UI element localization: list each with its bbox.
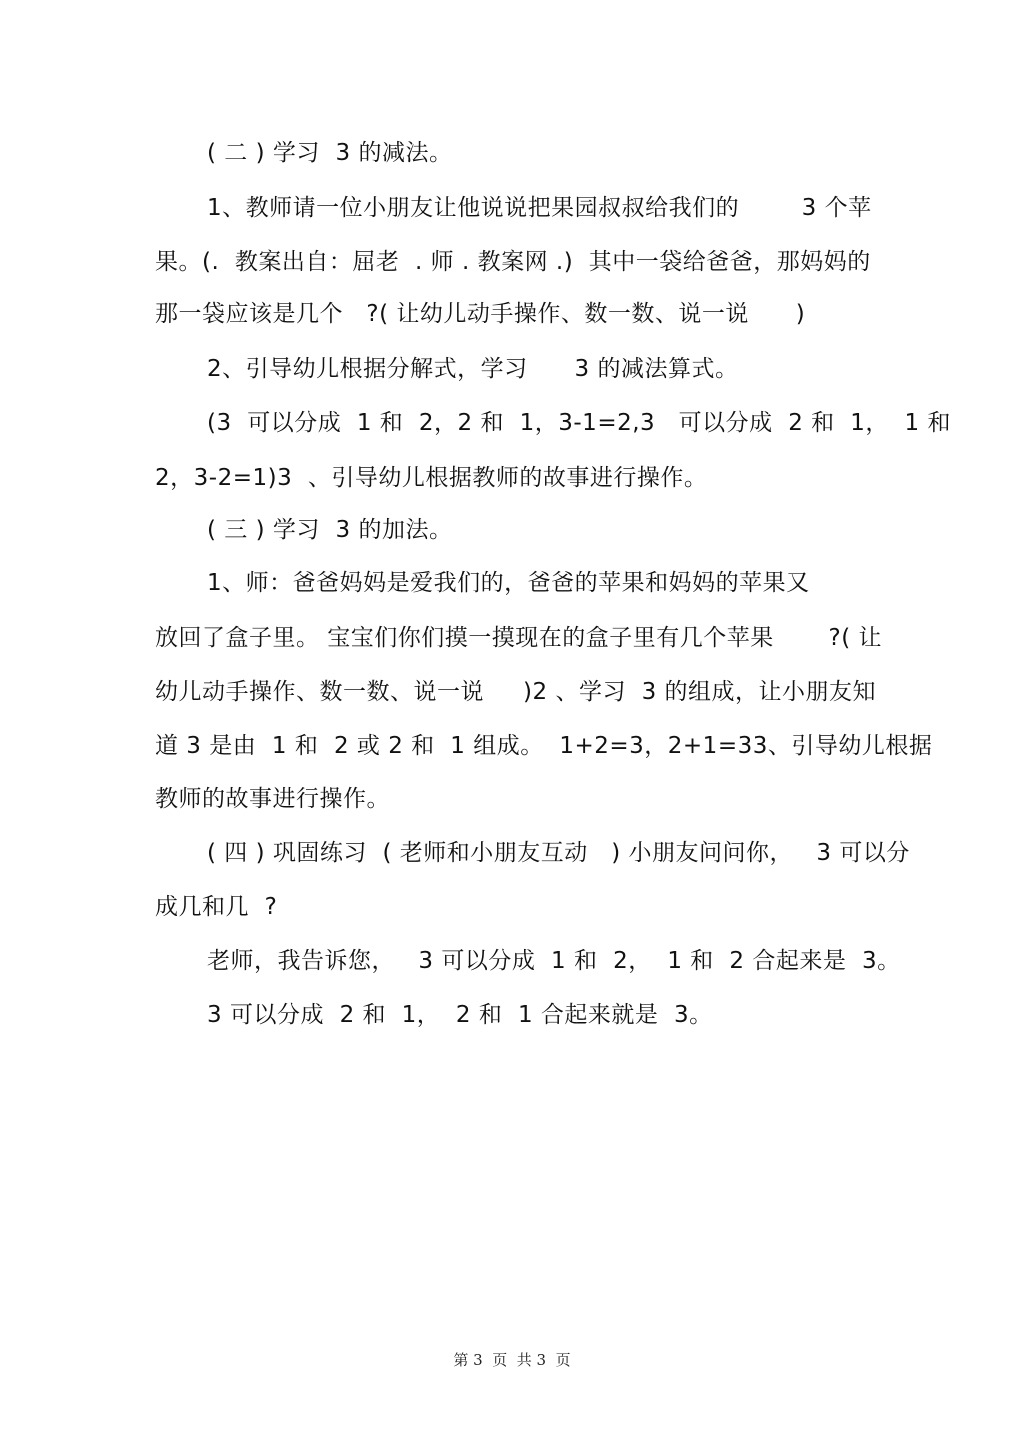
paragraph-line: 1、教师请一位小朋友让他说说把果园叔叔给我们的 3 个苹: [207, 195, 872, 221]
paragraph-line: 幼儿动手操作、数一数、说一说 )2 、学习 3 的组成，让小朋友知: [155, 679, 877, 705]
heading-addition: ( 三 ) 学习 3 的加法。: [207, 517, 453, 543]
paragraph-line: 2、引导幼儿根据分解式，学习 3 的减法算式。: [207, 356, 739, 382]
paragraph-line: 1、师：爸爸妈妈是爱我们的，爸爸的苹果和妈妈的苹果又: [207, 570, 810, 596]
paragraph-line: 3 可以分成 2 和 1， 2 和 1 合起来就是 3。: [207, 1002, 713, 1028]
paragraph-line: 道 3 是由 1 和 2 或 2 和 1 组成。 1+2=3，2+1=33、引导幼儿根据: [155, 733, 933, 759]
paragraph-line: 老师，我告诉您， 3 可以分成 1 和 2， 1 和 2 合起来是 3。: [207, 948, 901, 974]
paragraph-line: 那一袋应该是几个 ?( 让幼儿动手操作、数一数、说一说 ): [155, 301, 806, 327]
paragraph-line: 2，3-2=1)3 、引导幼儿根据教师的故事进行操作。: [155, 465, 708, 491]
paragraph-line: 教师的故事进行操作。: [155, 786, 390, 812]
paragraph-line: 成几和几 ?: [155, 894, 278, 920]
paragraph-line: 放回了盒子里。 宝宝们你们摸一摸现在的盒子里有几个苹果 ?( 让: [155, 625, 882, 651]
heading-practice: ( 四 ) 巩固练习 ( 老师和小朋友互动 ) 小朋友问问你， 3 可以分: [207, 840, 910, 866]
heading-subtraction: ( 二 ) 学习 3 的减法。: [207, 140, 453, 166]
paragraph-line: 果。(. 教案出自：屈老 . 师 . 教案网 .) 其中一袋给爸爸，那妈妈的: [155, 249, 871, 275]
page-footer: 第 3 页 共 3 页: [453, 1351, 571, 1369]
paragraph-line: (3 可以分成 1 和 2，2 和 1，3-1=2,3 可以分成 2 和 1， 1 和: [207, 410, 951, 436]
